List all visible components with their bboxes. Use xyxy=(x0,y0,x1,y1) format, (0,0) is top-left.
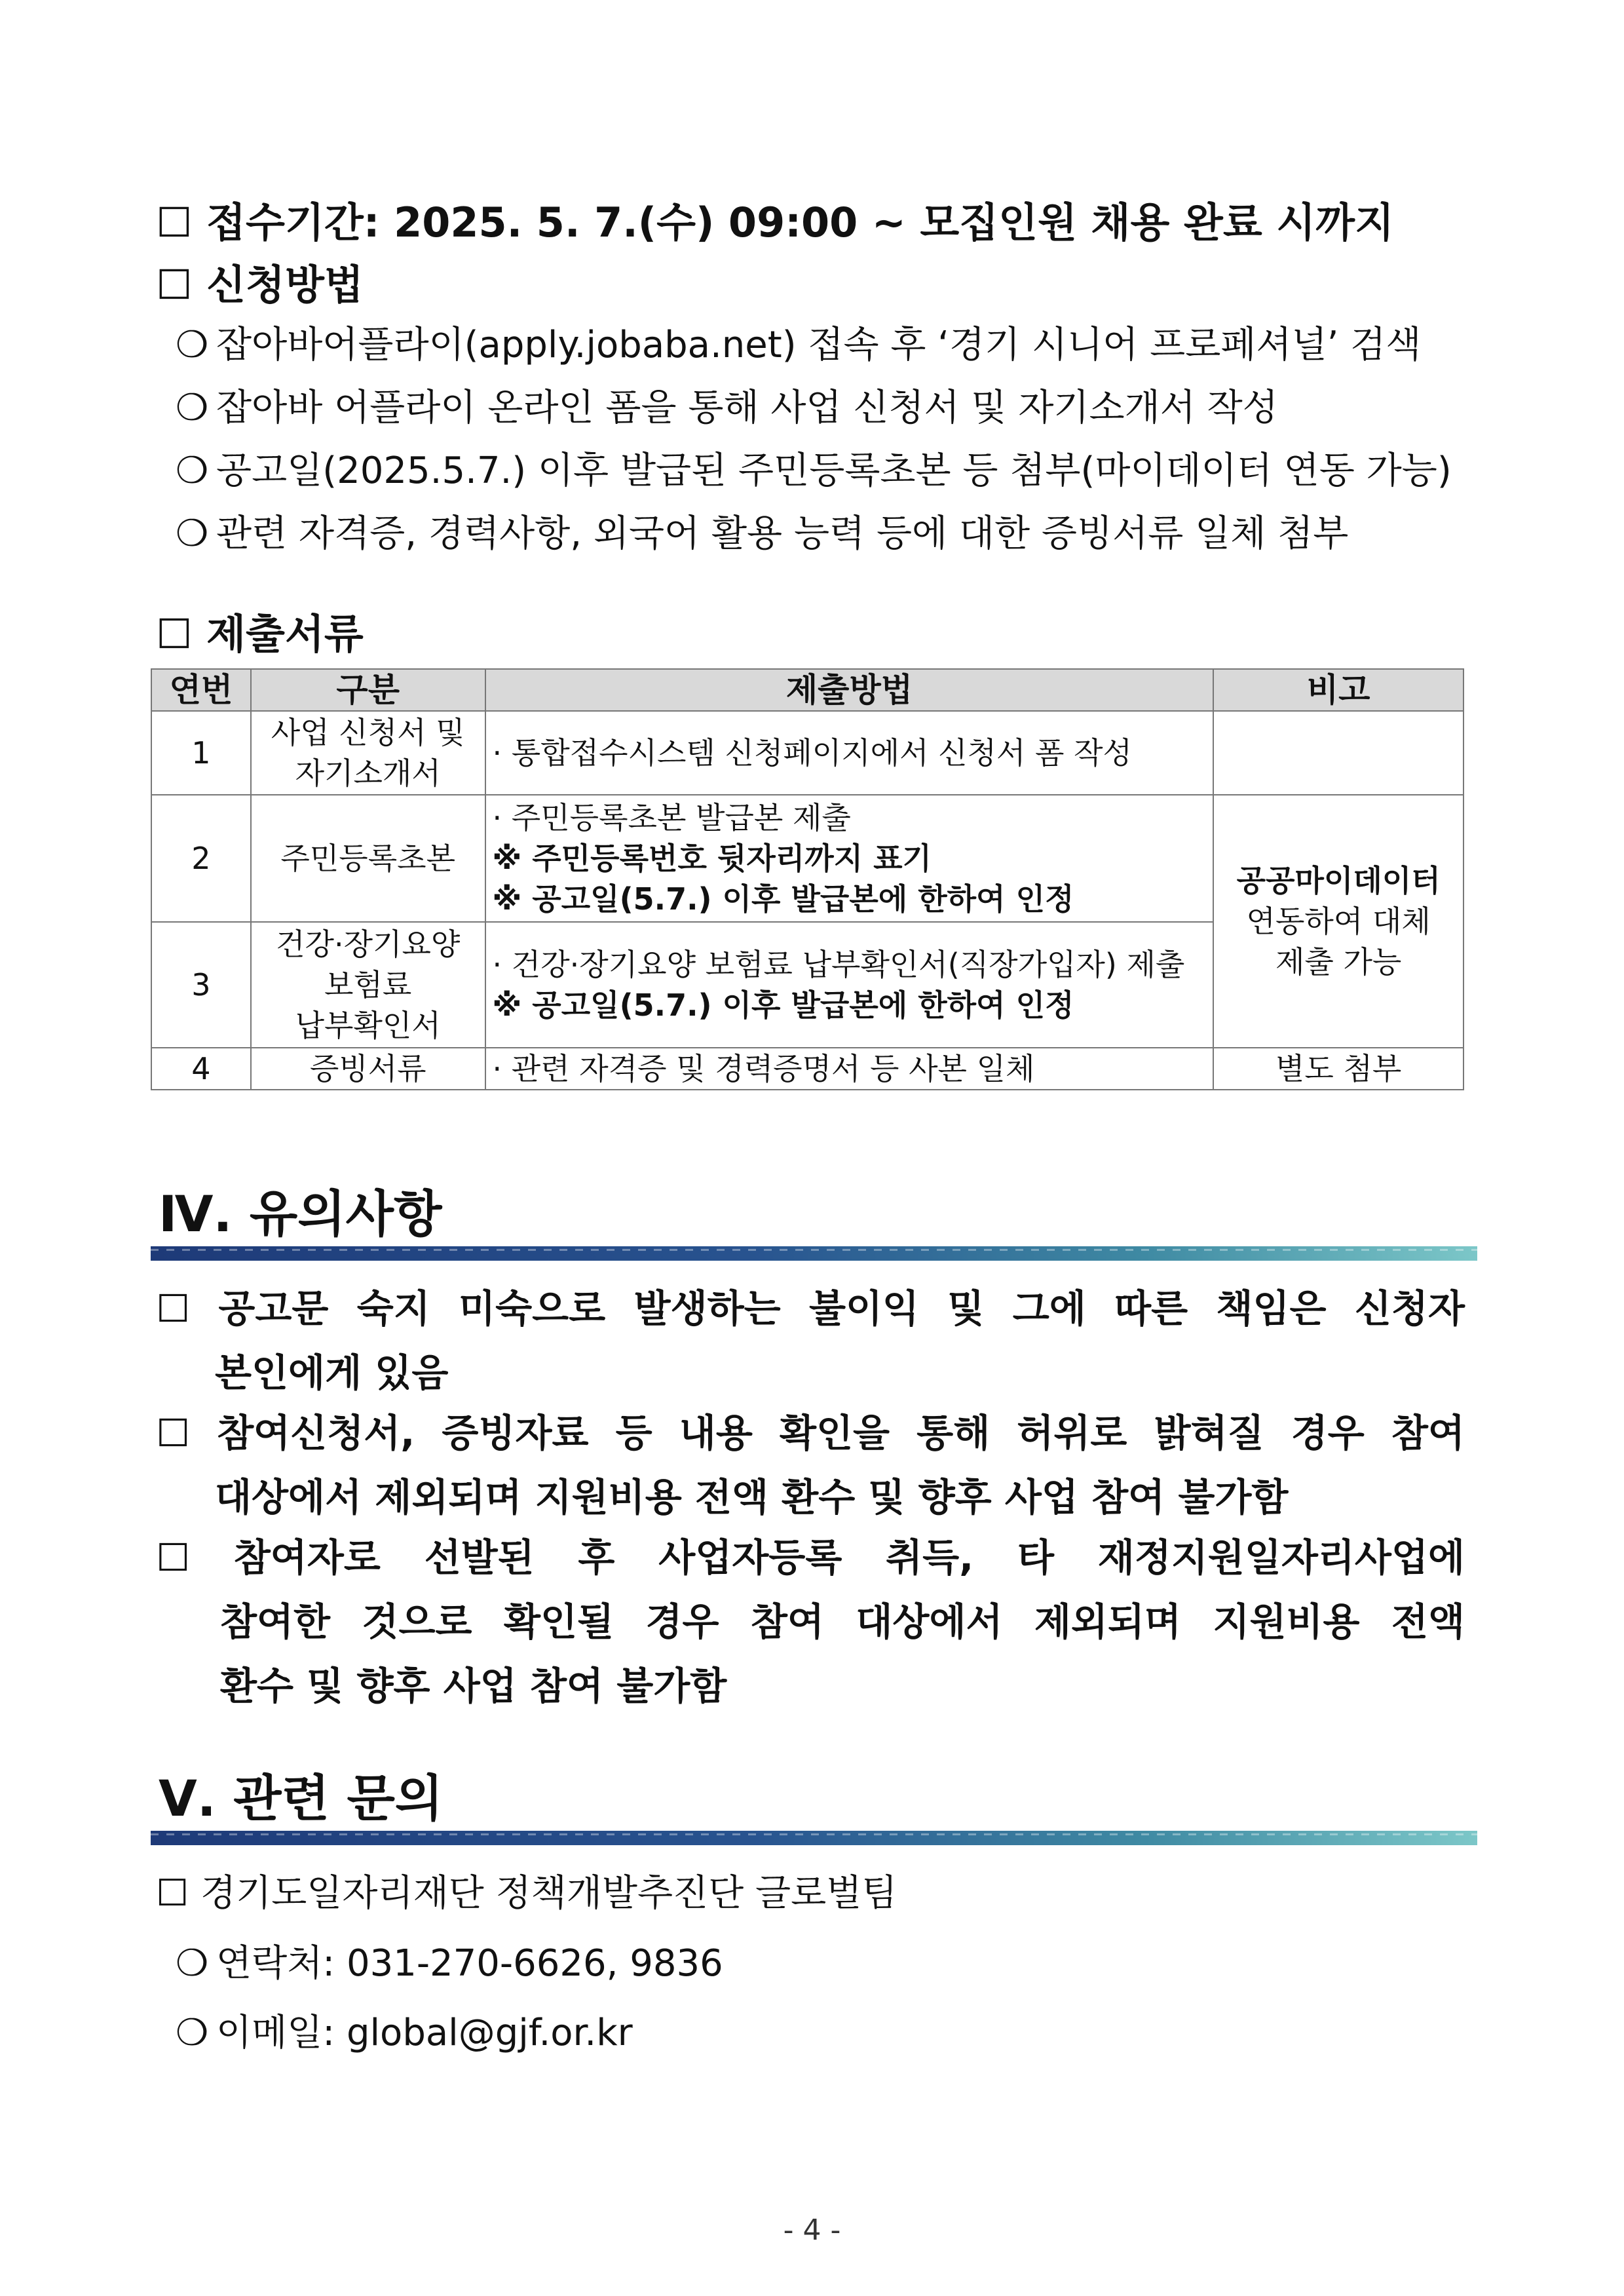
contact-org: ☐ 경기도일자리재단 정책개발추진단 글로벌팀 xyxy=(156,1872,897,1915)
circle-bullet-icon: ❍ xyxy=(176,512,209,555)
section4-divider xyxy=(151,1246,1477,1261)
row-category xyxy=(251,795,485,922)
apply-method-item-text: 잡아바 어플라이 온라인 폼을 통해 사업 신청서 및 자기소개서 작성 xyxy=(216,387,1278,429)
notice-line: ☐ 공고문 숙지 미숙으로 발생하는 불이익 및 그에 따른 책임은 신청자 xyxy=(156,1286,1465,1331)
row-category xyxy=(251,922,485,1048)
notice-line: 참여한 것으로 확인될 경우 참여 대상에서 제외되며 지원비용 전액 xyxy=(220,1599,1465,1644)
circle-bullet-icon: ❍ xyxy=(176,387,209,429)
method-line: · 통합접수시스템 신청페이지에서 신청서 폼 작성 xyxy=(492,735,1132,771)
row-no: 2 xyxy=(151,795,251,922)
notice-line-wrap xyxy=(156,1591,1465,1646)
apply-method-item xyxy=(176,505,1348,557)
notice-item xyxy=(156,1402,1465,1521)
category-line: 납부확인서 xyxy=(295,1008,441,1043)
row-method xyxy=(485,1048,1214,1090)
row-method xyxy=(485,922,1214,1048)
category-line: 자기소개서 xyxy=(295,756,441,791)
notice-item xyxy=(156,1278,1465,1397)
table-row xyxy=(151,1048,1463,1090)
notice-line: 본인에게 있음 xyxy=(215,1350,449,1395)
method-note: ※ 공고일(5.7.) 이후 발급본에 한하여 인정 xyxy=(492,987,1074,1023)
row-category xyxy=(251,711,485,795)
notice-line: 환수 및 향후 사업 참여 불가함 xyxy=(220,1664,727,1708)
apply-period: ☐ 접수기간: 2025. 5. 7.(수) 09:00 ~ 모집인원 채용 완료 시까지 xyxy=(156,199,1394,246)
apply-method-heading: ☐ 신청방법 xyxy=(156,261,364,309)
row-category xyxy=(251,1048,485,1090)
apply-method-item-text: 잡아바어플라이(apply.jobaba.net) 접속 후 ‘경기 시니어 프로페셔널’ 검색 xyxy=(216,324,1422,366)
apply-method-item-text: 공고일(2025.5.7.) 이후 발급된 주민등록초본 등 첨부(마이데이터 연동 가능) xyxy=(216,450,1452,492)
remark-line: 제출 가능 xyxy=(1275,944,1402,980)
contact-email-text: 이메일: global@gjf.or.kr xyxy=(216,2012,633,2054)
category-line: 증빙서류 xyxy=(309,1051,426,1086)
apply-method-item xyxy=(176,316,1465,368)
row-no: 4 xyxy=(151,1048,251,1090)
documents-table xyxy=(151,668,1464,1090)
table-row xyxy=(151,711,1463,795)
section5-divider xyxy=(151,1831,1477,1845)
method-line: · 건강·장기요양 보험료 납부확인서(직장가입자) 제출 xyxy=(492,947,1185,982)
category-line: 사업 신청서 및 xyxy=(271,715,465,750)
row-remark-merged xyxy=(1213,795,1463,1048)
circle-bullet-icon: ❍ xyxy=(176,2012,209,2054)
category-line: 주민등록초본 xyxy=(280,841,456,876)
section4-title: Ⅳ. 유의사항 xyxy=(159,1185,442,1243)
category-line: 건강·장기요양 xyxy=(276,927,461,962)
table-header-row xyxy=(151,669,1463,711)
method-note: ※ 공고일(5.7.) 이후 발급본에 한하여 인정 xyxy=(492,881,1074,917)
contact-phone-text: 연락처: 031-270-6626, 9836 xyxy=(216,1942,723,1985)
row-no: 3 xyxy=(151,922,251,1048)
method-note: ※ 주민등록번호 뒷자리까지 표기 xyxy=(492,841,932,876)
notice-line: ☐ 참여신청서, 증빙자료 등 내용 확인을 통해 허위로 밝혀질 경우 참여 xyxy=(156,1411,1465,1455)
circle-bullet-icon: ❍ xyxy=(176,450,209,492)
contact-email xyxy=(176,2004,633,2056)
page-number: - 4 - xyxy=(783,2213,841,2247)
col-header-no: 연번 xyxy=(151,669,251,711)
method-line: · 주민등록초본 발급본 제출 xyxy=(492,800,851,835)
category-line: 보험료 xyxy=(324,967,412,1003)
contact-phone xyxy=(176,1934,723,1987)
row-remark xyxy=(1213,711,1463,795)
method-line: · 관련 자격증 및 경력증명서 등 사본 일체 xyxy=(492,1051,1035,1086)
row-method xyxy=(485,795,1214,922)
col-header-category: 구분 xyxy=(251,669,485,711)
documents-heading: ☐ 제출서류 xyxy=(156,610,364,658)
row-method xyxy=(485,711,1214,795)
col-header-remark: 비고 xyxy=(1213,669,1463,711)
col-header-method: 제출방법 xyxy=(485,669,1214,711)
circle-bullet-icon: ❍ xyxy=(176,1942,209,1985)
remark-line: 연동하여 대체 xyxy=(1246,904,1431,939)
section5-title: Ⅴ. 관련 문의 xyxy=(159,1769,444,1827)
row-remark: 별도 첨부 xyxy=(1213,1048,1463,1090)
row-no: 1 xyxy=(151,711,251,795)
notice-line: 대상에서 제외되며 지원비용 전액 환수 및 향후 사업 참여 불가함 xyxy=(215,1475,1289,1520)
table-row xyxy=(151,795,1463,922)
apply-method-item-text: 관련 자격증, 경력사항, 외국어 활용 능력 등에 대한 증빙서류 일체 첨부 xyxy=(216,512,1349,555)
notice-line: ☐ 참여자로 선발된 후 사업자등록 취득, 타 재정지원일자리사업에 xyxy=(156,1535,1465,1580)
notice-item xyxy=(156,1527,1465,1710)
apply-method-item xyxy=(176,442,1452,494)
apply-method-item xyxy=(176,379,1278,431)
circle-bullet-icon: ❍ xyxy=(176,324,209,366)
remark-line: 공공마이데이터 xyxy=(1236,863,1441,898)
